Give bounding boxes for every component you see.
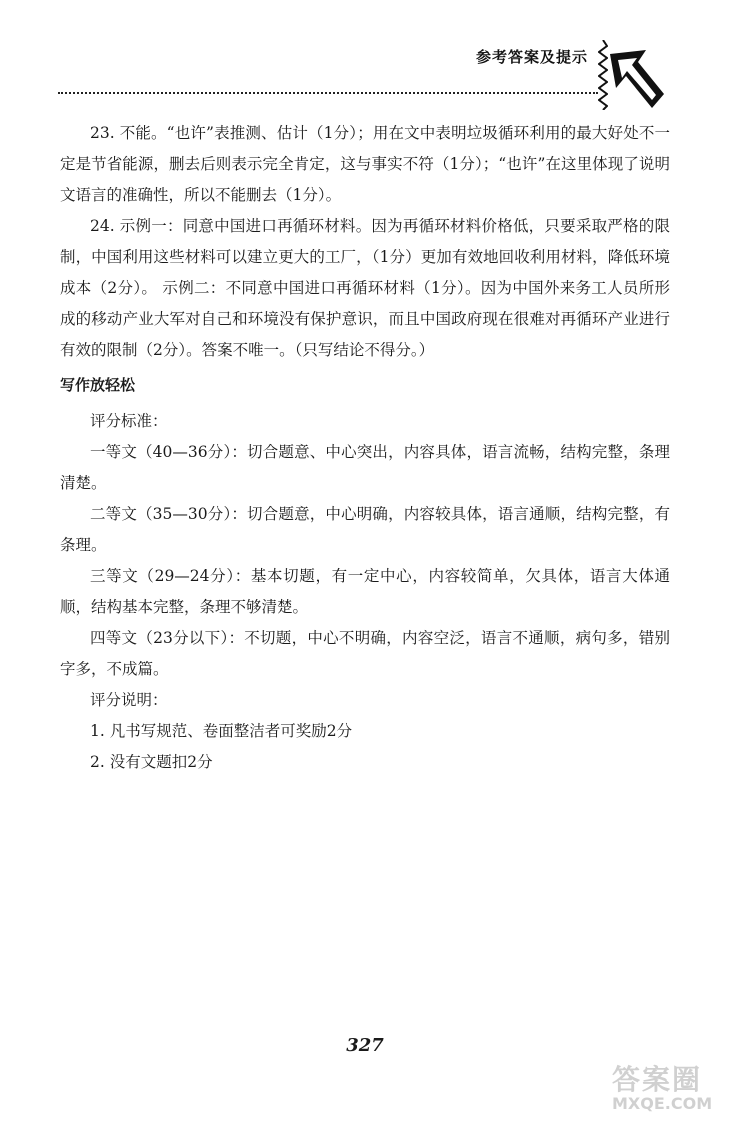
answer-23: 23. 不能。“也许”表推测、估计（1分）；用在文中表明垃圾循环利用的最大好处不一定是节省能源，删去后则表示完全肯定，这与事实不符（1分）；“也许”在这里体现了说明文语言的准确性，所以不能删去（1分）。 [60,124,670,204]
answer-24: 24. 示例一：同意中国进口再循环材料。因为再循环材料价格低，只要采取严格的限制，中国利用这些材料可以建立更大的工厂，（1分）更加有效地回收利用材料，降低环境成本（2分）。 示例二：不同意中国进口再循环材料（1分）。因为中国外来务工人员所形成的移动产业大军对自己和环境没有保护意识，而且中国政府现在很难对再循环产业进行有效的限制（2分）。答案不唯一。（只写结论不得分。） [60,217,670,359]
grade-1: 一等文（40—36分）：切合题意、中心突出，内容具体，语言流畅，结构完整，条理清楚。 [60,443,670,492]
watermark-logo [612,1058,742,1118]
criteria-label: 评分标准： [90,412,168,430]
notes-label: 评分说明： [90,691,168,709]
page-content [60,118,670,778]
note-1: 1. 凡书写规范、卷面整洁者可奖励2分 [90,722,353,740]
header-divider [58,92,598,94]
grade-2: 二等文（35—30分）：切合题意，中心明确，内容较具体，语言通顺，结构完整，有条理。 [60,505,670,554]
arrow-icon [606,40,666,120]
grade-4: 四等文（23分以下）：不切题，中心不明确，内容空泛，语言不通顺，病句多，错别字多，不成篇。 [60,629,670,678]
page-number: 327 [346,1035,384,1056]
header-title: 参考答案及提示 [476,48,589,66]
watermark-text: 答案圈 [612,1063,703,1096]
note-2: 2. 没有文题扣2分 [90,753,213,771]
grade-3: 三等文（29—24分）：基本切题，有一定中心，内容较简单，欠具体，语言大体通顺，结构基本完整，条理不够清楚。 [60,567,670,616]
section-heading: 写作放轻松 [60,376,136,394]
watermark-url: MXQE.COM [612,1094,713,1113]
